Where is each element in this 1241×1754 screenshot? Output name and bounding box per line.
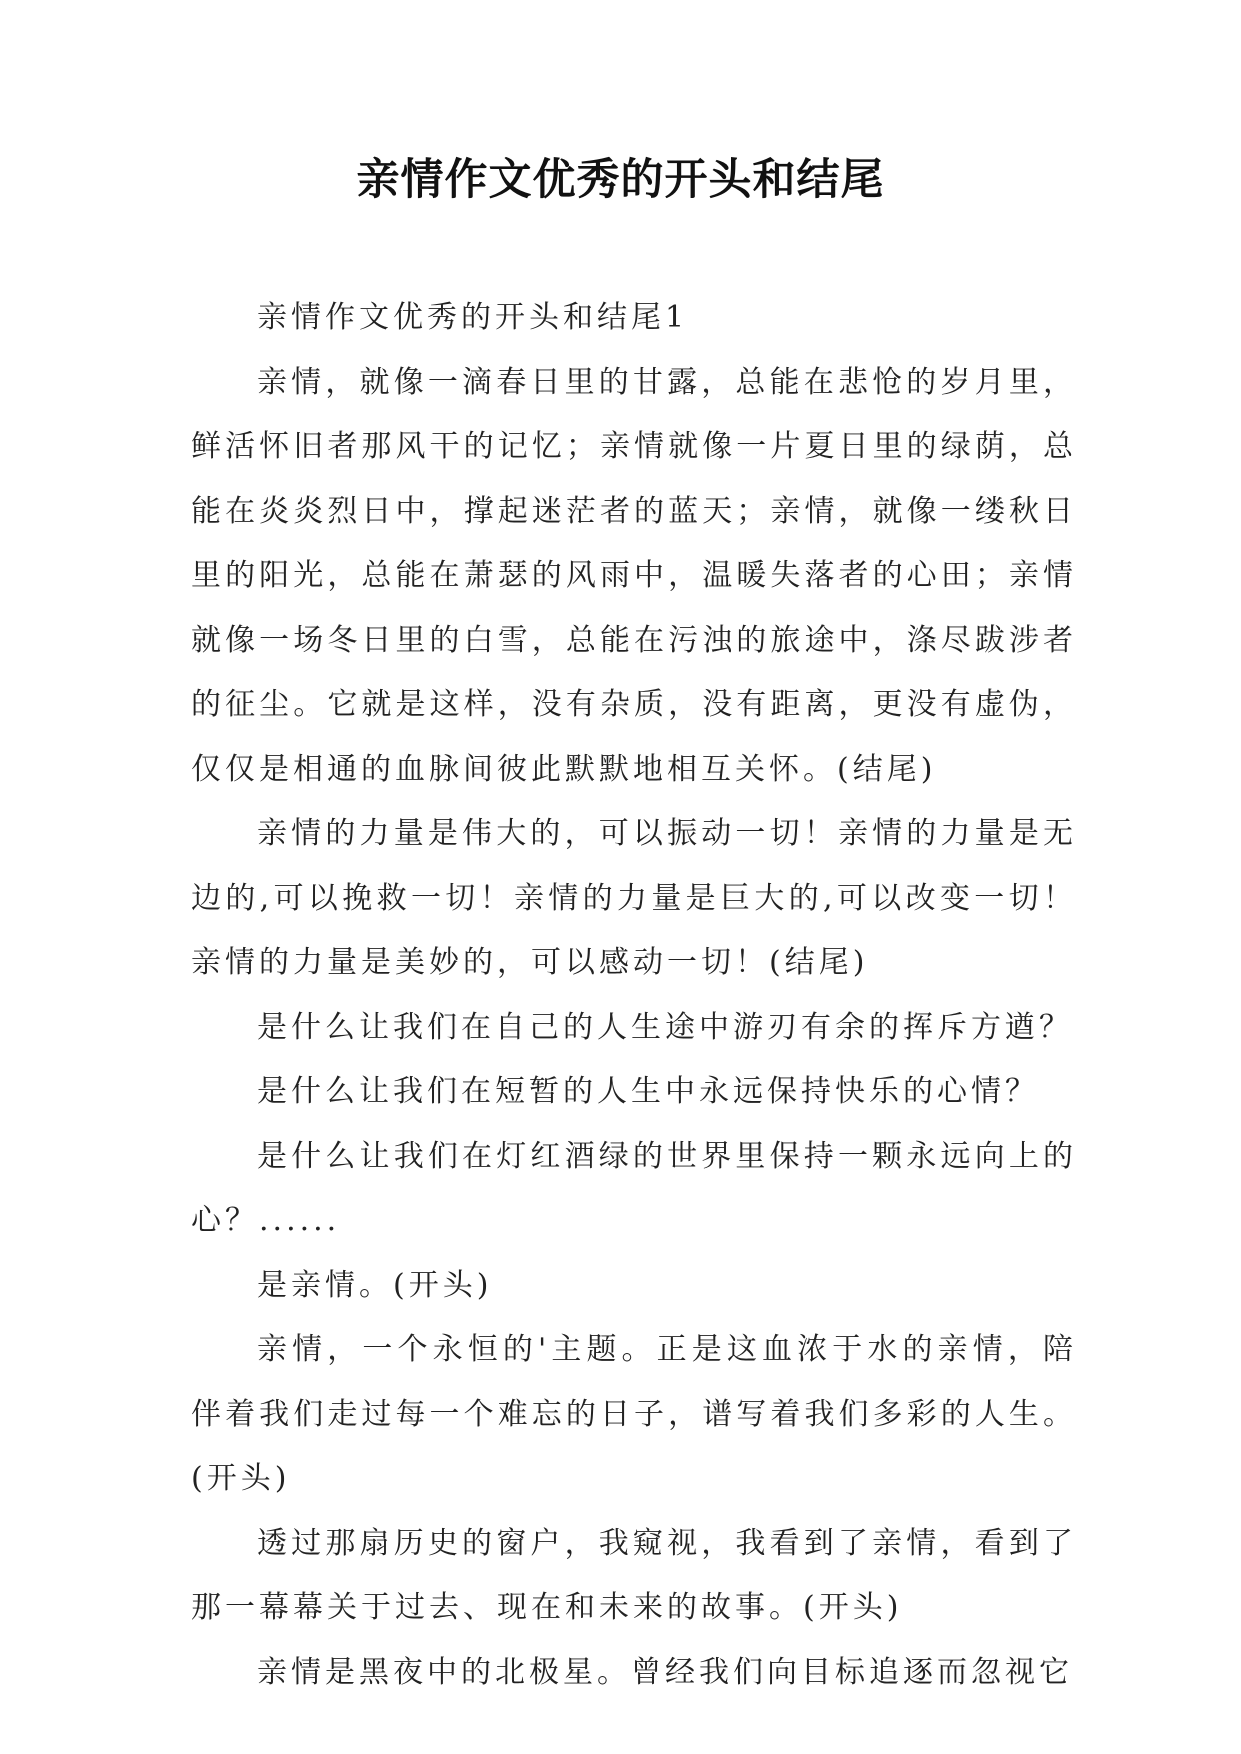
paragraph: 亲情，就像一滴春日里的甘露，总能在悲怆的岁月里，鲜活怀旧者那风干的记忆；亲情就像一片夏日里的绿荫，总能在炎炎烈日中，撑起迷茫者的蓝天；亲情，就像一缕秋日里的阳光，总能在萧瑟的风雨中，温暖失落者的心田；亲情就像一场冬日里的白雪，总能在污浊的旅途中，涤尽跋涉者的征尘。它就是这样，没有杂质，没有距离，更没有虚伪，仅仅是相通的血脉间彼此默默地相互关怀。(结尾)	[191, 364, 1077, 787]
paragraph: 是什么让我们在自己的人生途中游刃有余的挥斥方遒？	[257, 1009, 1073, 1045]
paragraph: 是亲情。(开头)	[257, 1267, 493, 1303]
paragraph: 亲情的力量是伟大的，可以振动一切！亲情的力量是无边的,可以挽救一切！亲情的力量是巨大的,可以改变一切！亲情的力量是美妙的，可以感动一切！(结尾)	[191, 816, 1077, 980]
paragraph: 亲情，一个永恒的'主题。正是这血浓于水的亲情，陪伴着我们走过每一个难忘的日子，谱写着我们多彩的人生。(开头)	[191, 1332, 1077, 1496]
paragraph: 亲情是黑夜中的北极星。曾经我们向目标追逐而忽视它	[257, 1654, 1073, 1690]
paragraph: 透过那扇历史的窗户，我窥视，我看到了亲情，看到了那一幕幕关于过去、现在和未来的故事。(开头)	[191, 1525, 1077, 1625]
paragraph-subtitle: 亲情作文优秀的开头和结尾1	[257, 300, 689, 335]
paragraph: 是什么让我们在灯红酒绿的世界里保持一颗永远向上的心？......	[191, 1138, 1077, 1238]
paragraph: 是什么让我们在短暂的人生中永远保持快乐的心情？	[257, 1074, 1039, 1109]
document-body	[191, 286, 1077, 1705]
document-title: 亲情作文优秀的开头和结尾	[356, 155, 885, 205]
